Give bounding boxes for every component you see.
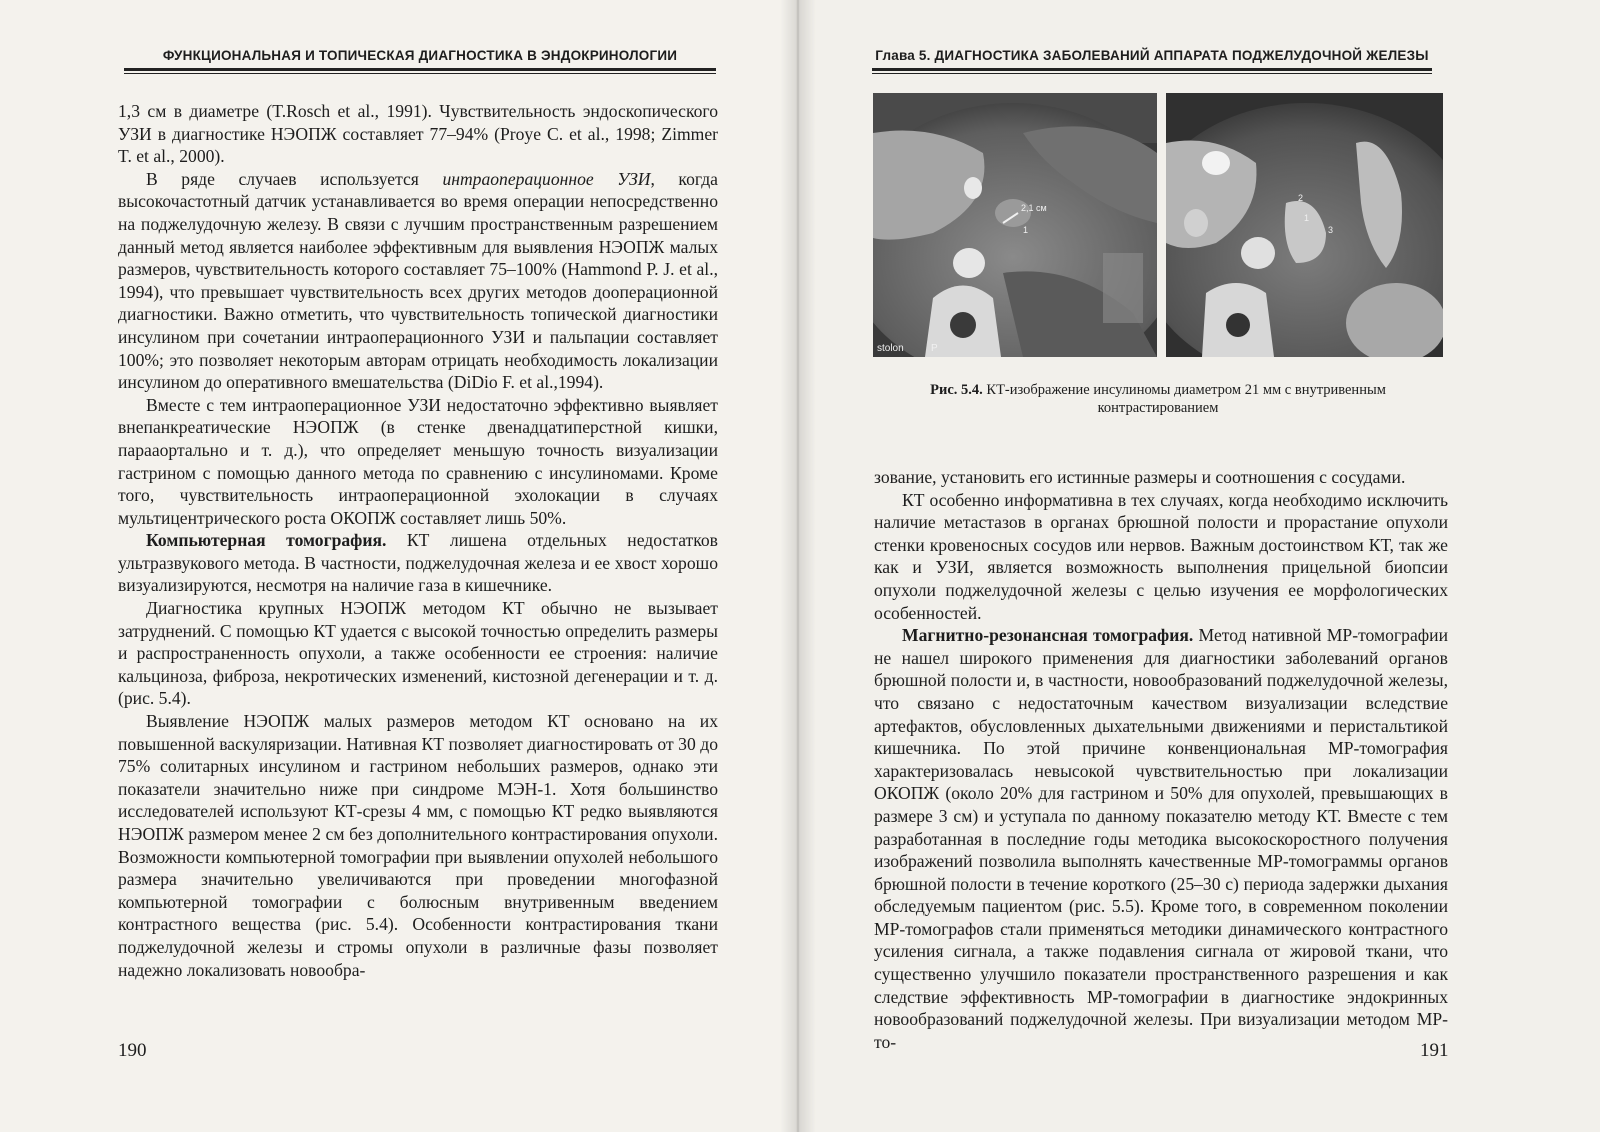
right-header-rule-thick	[872, 68, 1432, 71]
book-gutter	[780, 0, 816, 1132]
right-paragraph-3: Магнитно-резонансная томография. Метод нативной МР-томографии не нашел широкого применения для диагностики заболеваний органов брюшной полости и, в частности, новообразований поджелудочной железы, что связано с недостаточным качеством визуализации вследствие артефактов, обусловленных дыхательными движениями и перистальтикой кишечника. По этой причине конвенциональная МР-томография характеризовалась невысокой чувствительностью при локализации ОКОПЖ (около 20% для гастрином и 50% для опухолей, превышающих в размере 3 см) и уступала по данному показателю методу КТ. Вместе с тем разработанная в последние годы методика высокоскоростного получения изображений позволила выполнять качественные МР-томограммы органов брюшной полости в течение короткого (25–30 с) периода задержки дыхания обследуемым пациентом (рис. 5.5). Кроме того, в современном поколении МР-томографов стали применяться методики динамического контрастного усиления сигнала, а также подавления сигнала от жировой ткани, что существенно улучшило показатели пространственного разрешения и как следствие эффективность МР-томографии в диагностике эндокринных новообразований поджелудочной железы. При визуализации методом МР-то-	[874, 625, 1448, 1052]
ct-scan-right-drawing	[1166, 93, 1443, 357]
left-paragraph-4: Компьютерная томография. КТ лишена отдельных недостатков ультразвукового метода. В частности, поджелудочная железа и ее хвост хорошо визуализируются, несмотря на наличие газа в кишечнике.	[118, 530, 718, 596]
section-heading-mri: Магнитно-резонансная томография.	[902, 625, 1194, 646]
right-header-rule-thin	[872, 73, 1432, 74]
figure-caption-text: КТ-изображение инсулиномы диаметром 21 мм с внутривенным контрастированием	[982, 382, 1386, 416]
ct-right-label-2: 2	[1298, 193, 1304, 203]
left-body-text	[118, 100, 718, 981]
right-paragraph-1: зование, установить его истинные размеры и соотношения с сосудами.	[874, 467, 1406, 487]
figure-caption	[876, 381, 1440, 417]
ct-left-label-stolon: stolon	[877, 343, 904, 354]
italic-term: интраоперационное УЗИ	[442, 168, 651, 189]
left-page	[0, 0, 796, 1132]
right-body-text	[874, 466, 1448, 1053]
ct-right-label-1: 1	[1304, 213, 1310, 223]
ct-left-label-1: 1	[1023, 225, 1029, 235]
left-header-rule-thin	[124, 73, 716, 74]
left-paragraph-2: В ряде случаев используется интраоперационное УЗИ, когда высокочастотный датчик устанавливается во время операции непосредственно на поджелудочную железу. В связи с лучшим пространственным разрешением данный метод является наиболее эффективным для выявления НЭОПЖ малых размеров, чувствительность которого составляет 75–100% (Hammond P. J. et al., 1994), что превышает чувствительность всех других методов дооперационной диагностики. Важно отметить, что чувствительность топической диагностики инсулином при сочетании интраоперационного УЗИ и пальпации составляет 100%; это позволяет некоторым авторам отрицать необходимость локализации инсулином до оперативного вмешательства (DiDio F. et al.,1994).	[118, 168, 718, 393]
ct-left-label-p: P	[931, 343, 938, 354]
section-heading-ct: Компьютерная томография.	[146, 530, 387, 551]
right-running-head: Глава 5. ДИАГНОСТИКА ЗАБОЛЕВАНИЙ АППАРАТА ПОДЖЕЛУДОЧНОЙ ЖЕЛЕЗЫ	[875, 48, 1429, 63]
ct-left-label-size: 2,1 см	[1021, 203, 1047, 213]
ct-scan-left-image	[873, 93, 1157, 357]
ct-scan-left-drawing	[873, 93, 1157, 357]
left-paragraph-6: Выявление НЭОПЖ малых размеров методом КТ основано на их повышенной васкуляризации. Нативная КТ позволяет диагностировать от 30 до 75% солитарных инсулином и гастрином небольших размеров, однако эти показатели значительно ниже при синдроме МЭН-1. Хотя большинство исследователей используют КТ-срезы 4 мм, с помощью КТ редко выявляются НЭОПЖ размером менее 2 см без дополнительного контрастирования опухоли. Возможности компьютерной томографии при выявлении опухолей небольшого размера значительно увеличиваются при проведении многофазной компьютерной томографии с болюсным внутривенным введением контрастного вещества (рис. 5.4). Особенности контрастирования ткани поджелудочной железы и стромы опухоли в различные фазы позволяет надежно локализовать новообра-	[118, 711, 718, 980]
left-header-rule-thick	[124, 68, 716, 71]
right-paragraph-2: КТ особенно информативна в тех случаях, когда необходимо исключить наличие метастазов в органах брюшной полости и прорастание опухоли стенки кровеносных сосудов или нервов. Важным достоинством КТ, так же как и УЗИ, является возможность выполнения прицельной биопсии опухоли поджелудочной железы с целью изучения ее морфологических особенностей.	[874, 489, 1448, 623]
left-paragraph-1: 1,3 см в диаметре (T.Rosch et al., 1991). Чувствительность эндоскопического УЗИ в диагностике НЭОПЖ составляет 77–94% (Proye C. et al., 1998; Zimmer T. et al., 2000).	[118, 101, 718, 167]
figure-caption-label: Рис. 5.4.	[930, 382, 983, 398]
left-paragraph-3: Вместе с тем интраоперационное УЗИ недостаточно эффективно выявляет внепанкреатические НЭОПЖ (в стенке двенадцатиперстной кишки, параaортально и т. д.), что определяет меньшую точность визуализации гастрином с помощью данного метода по сравнению с инсулиномами. Кроме того, чувствительность интраоперационной эхолокации в случаях мультицентрического роста ОКОПЖ составляет лишь 50%.	[118, 394, 718, 528]
ct-right-label-3: 3	[1328, 225, 1334, 235]
ct-scan-right-image	[1166, 93, 1443, 357]
left-paragraph-5: Диагностика крупных НЭОПЖ методом КТ обычно не вызывает затруднений. С помощью КТ удается с высокой точностью определить размеры и распространенность опухоли, а также особенности ее строения: наличие кальциноза, фиброза, некротических изменений, кистозной дегенерации и т. д. (рис. 5.4).	[118, 598, 718, 709]
right-page-number: 191	[1420, 1040, 1449, 1061]
figure-5-4	[873, 93, 1443, 357]
left-running-head: ФУНКЦИОНАЛЬНАЯ И ТОПИЧЕСКАЯ ДИАГНОСТИКА В ЭНДОКРИНОЛОГИИ	[162, 48, 678, 63]
left-page-number: 190	[118, 1040, 147, 1061]
